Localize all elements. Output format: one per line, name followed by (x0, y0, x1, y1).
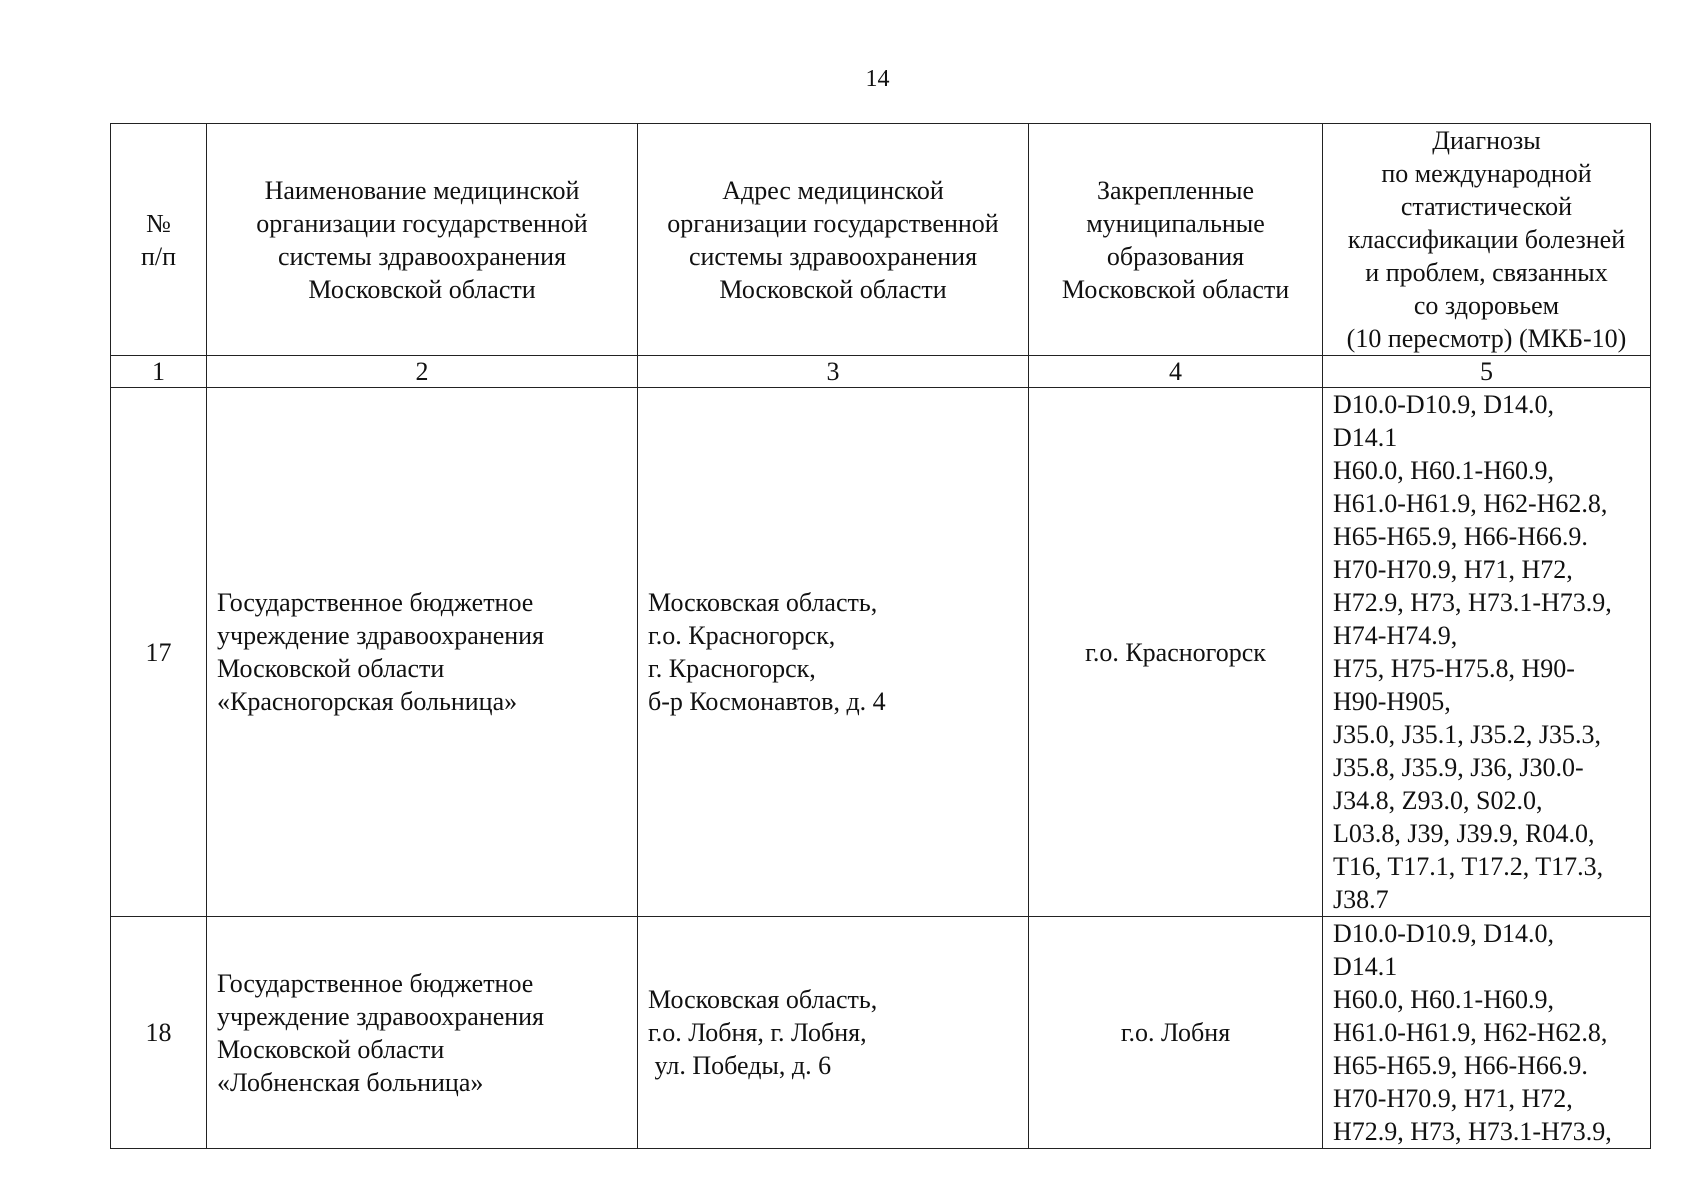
header-line: образования (1106, 241, 1245, 271)
header-line: организации государственной (667, 208, 999, 238)
header-line: классификации болезней (1347, 225, 1626, 254)
diagnosis-line: H90-H905, (1333, 687, 1451, 716)
header-line: № (146, 208, 171, 238)
text-line: б-р Космонавтов, д. 4 (648, 687, 886, 716)
text-line: Государственное бюджетное (217, 588, 534, 617)
text-line: Государственное бюджетное (217, 968, 534, 998)
diagnosis-line: H75, H75-H75.8, H90- (1333, 654, 1575, 683)
header-line: по международной (1381, 159, 1592, 188)
header-row-number (111, 124, 207, 356)
text-line: г.о. Лобня, г. Лобня, (648, 1018, 867, 1047)
diagnosis-line: H60.0, H60.1-H60.9, (1333, 456, 1554, 485)
column-number: 1 (111, 356, 207, 388)
diagnosis-line: J35.8, J35.9, J36, J30.0- (1333, 753, 1584, 782)
header-line: Московской области (1061, 274, 1290, 304)
diagnosis-line: D10.0-D10.9, D14.0, (1333, 919, 1554, 948)
column-numbers-row (111, 356, 1651, 388)
diagnosis-line: J35.0, J35.1, J35.2, J35.3, (1333, 720, 1601, 749)
diagnosis-line: H65-H65.9, H66-H66.9. (1333, 522, 1588, 551)
text-line: Московская область, (648, 985, 878, 1014)
text-line: «Лобненская больница» (217, 1067, 484, 1097)
diagnoses-list (1323, 388, 1651, 917)
diagnosis-line: H60.0, H60.1-H60.9, (1333, 985, 1554, 1014)
header-line: системы здравоохранения (277, 241, 567, 271)
organization-address (638, 388, 1029, 917)
header-line: (10 пересмотр) (МКБ-10) (1346, 324, 1627, 353)
table-header-row (111, 124, 1651, 356)
diagnosis-line: J38.7 (1333, 885, 1389, 914)
column-number: 4 (1029, 356, 1323, 388)
text-line: г. Красногорск, (648, 654, 816, 683)
diagnosis-line: D14.1 (1333, 952, 1398, 981)
header-municipalities (1029, 124, 1323, 356)
header-line: организации государственной (256, 208, 588, 238)
diagnosis-line: D10.0-D10.9, D14.0, (1333, 390, 1554, 419)
text-line: «Красногорская больница» (217, 687, 518, 716)
diagnosis-line: T16, T17.1, T17.2, T17.3, (1333, 852, 1604, 881)
header-line: п/п (140, 241, 177, 271)
diagnosis-line: H72.9, H73, H73.1-H73.9, (1333, 588, 1612, 617)
text-line: учреждение здравоохранения (217, 1001, 545, 1031)
diagnosis-line: H65-H65.9, H66-H66.9. (1333, 1051, 1588, 1080)
header-line: со здоровьем (1413, 291, 1560, 320)
table-row (111, 917, 1651, 1149)
text-line: Московская область, (648, 588, 878, 617)
column-number: 3 (638, 356, 1029, 388)
diagnosis-line: D14.1 (1333, 423, 1398, 452)
diagnosis-line: H61.0-H61.9, H62-H62.8, (1333, 489, 1608, 518)
medical-organizations-table (110, 123, 1651, 1149)
column-number: 5 (1323, 356, 1651, 388)
municipality: г.о. Лобня (1029, 917, 1323, 1149)
diagnosis-line: J34.8, Z93.0, S02.0, (1333, 786, 1543, 815)
header-diagnoses (1323, 124, 1651, 356)
header-line: Адрес медицинской (722, 175, 944, 205)
diagnosis-line: L03.8, J39, J39.9, R04.0, (1333, 819, 1595, 848)
header-line: статистической (1400, 192, 1573, 221)
header-line: Московской области (719, 274, 947, 304)
header-line: Закрепленные (1096, 175, 1254, 205)
diagnosis-line: H70-H70.9, H71, H72, (1333, 555, 1573, 584)
column-number: 2 (207, 356, 638, 388)
header-line: и проблем, связанных (1365, 258, 1608, 287)
diagnosis-line: H70-H70.9, H71, H72, (1333, 1084, 1573, 1113)
row-number: 18 (111, 917, 207, 1149)
municipality: г.о. Красногорск (1029, 388, 1323, 917)
text-line: ул. Победы, д. 6 (648, 1051, 832, 1080)
row-number: 17 (111, 388, 207, 917)
text-line: Московской области (217, 1034, 445, 1064)
header-line: системы здравоохранения (688, 241, 978, 271)
header-line: муниципальные (1086, 208, 1265, 238)
text-line: Московской области (217, 654, 445, 683)
diagnosis-line: H74-H74.9, (1333, 621, 1458, 650)
table-row (111, 388, 1651, 917)
text-line: учреждение здравоохранения (217, 621, 545, 650)
text-line: г.о. Красногорск, (648, 621, 836, 650)
header-line: Диагнозы (1432, 126, 1541, 155)
diagnosis-line: H72.9, H73, H73.1-H73.9, (1333, 1117, 1612, 1146)
header-line: Московской области (308, 274, 536, 304)
header-organization-address (638, 124, 1029, 356)
header-organization-name (207, 124, 638, 356)
organization-name (207, 388, 638, 917)
organization-name (207, 917, 638, 1149)
organization-address (638, 917, 1029, 1149)
diagnoses-list (1323, 917, 1651, 1149)
header-line: Наименование медицинской (264, 175, 580, 205)
page-number: 14 (865, 66, 890, 92)
diagnosis-line: H61.0-H61.9, H62-H62.8, (1333, 1018, 1608, 1047)
